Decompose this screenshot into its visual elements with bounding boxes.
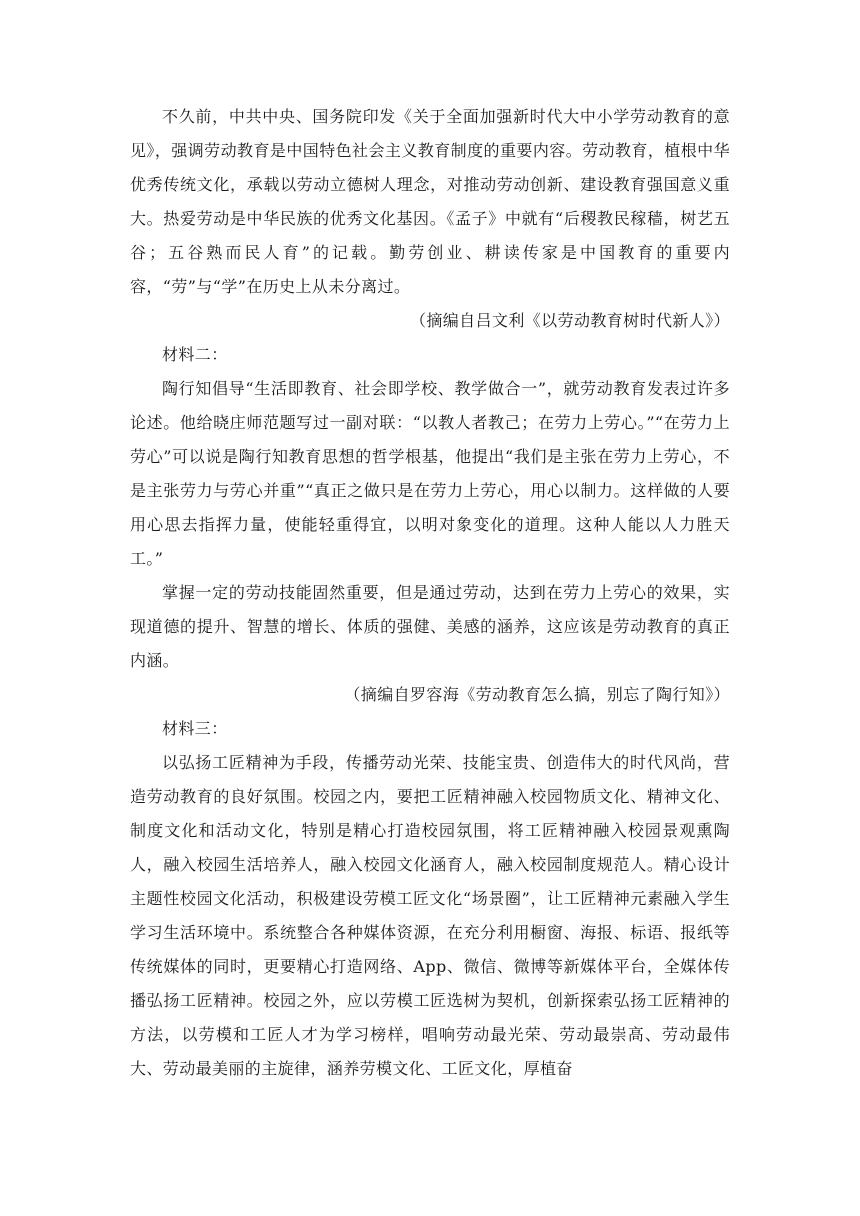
- source-citation-two: （摘编自罗容海《劳动教育怎么搞，别忘了陶行知》）: [344, 685, 730, 704]
- heading-material-three: 材料三：: [162, 719, 228, 738]
- paragraph-material-two-b: 掌握一定的劳动技能固然重要，但是通过劳动，达到在劳力上劳心的效果，实现道德的提升、智慧的增长、体质的强健、美感的涵养，这应该是劳动教育的真正内涵。: [130, 583, 730, 670]
- source-citation-one: （摘编自吕文利《以劳动教育树时代新人》）: [409, 311, 730, 330]
- paragraph-material-one: 不久前，中共中央、国务院印发《关于全面加强新时代大中小学劳动教育的意见》，强调劳动教育是中国特色社会主义教育制度的重要内容。劳动教育，植根中华优秀传统文化，承载以劳动立德树人理念，对推动劳动创新、建设教育强国意义重大。热爱劳动是中华民族的优秀文化基因。《孟子》中就有“后稷教民稼穑，树艺五谷；五谷熟而民人育”的记载。勤劳创业、耕读传家是中国教育的重要内容，“劳”与“学”在历史上从未分离过。: [130, 107, 730, 296]
- paragraph-material-two-a: 陶行知倡导“生活即教育、社会即学校、教学做合一”，就劳动教育发表过许多论述。他给晓庄师范题写过一副对联：“以教人者教己；在劳力上劳心。”“在劳力上劳心”可以说是陶行知教育思想的哲学根基，他提出“我们是主张在劳力上劳心，不是主张劳力与劳心并重”“真正之做只是在劳力上劳心，用心以制力。这样做的人要用心思去指挥力量，使能轻重得宜，以明对象变化的道理。这种人能以人力胜天工。”: [130, 379, 730, 568]
- heading-material-two: 材料二：: [162, 345, 228, 364]
- paragraph-material-three: 以弘扬工匠精神为手段，传播劳动光荣、技能宝贵、创造伟大的时代风尚，营造劳动教育的良好氛围。校园之内，要把工匠精神融入校园物质文化、精神文化、制度文化和活动文化，特别是精心打造校园氛围，将工匠精神融入校园景观熏陶人，融入校园生活培养人，融入校园文化涵育人，融入校园制度规范人。精心设计主题性校园文化活动，积极建设劳模工匠文化“场景圈”，让工匠精神元素融入学生学习生活环境中。系统整合各种媒体资源，在充分利用橱窗、海报、标语、报纸等传统媒体的同时，更要精心打造网络、App、微信、微博等新媒体平台，全媒体传播弘扬工匠精神。校园之外，应以劳模工匠选树为契机，创新探索弘扬工匠精神的方法，以劳模和工匠人才为学习榜样，唱响劳动最光荣、劳动最崇高、劳动最伟大、劳动最美丽的主旋律，涵养劳模文化、工匠文化，厚植奋: [130, 753, 730, 1078]
- document-page: [130, 100, 730, 1086]
